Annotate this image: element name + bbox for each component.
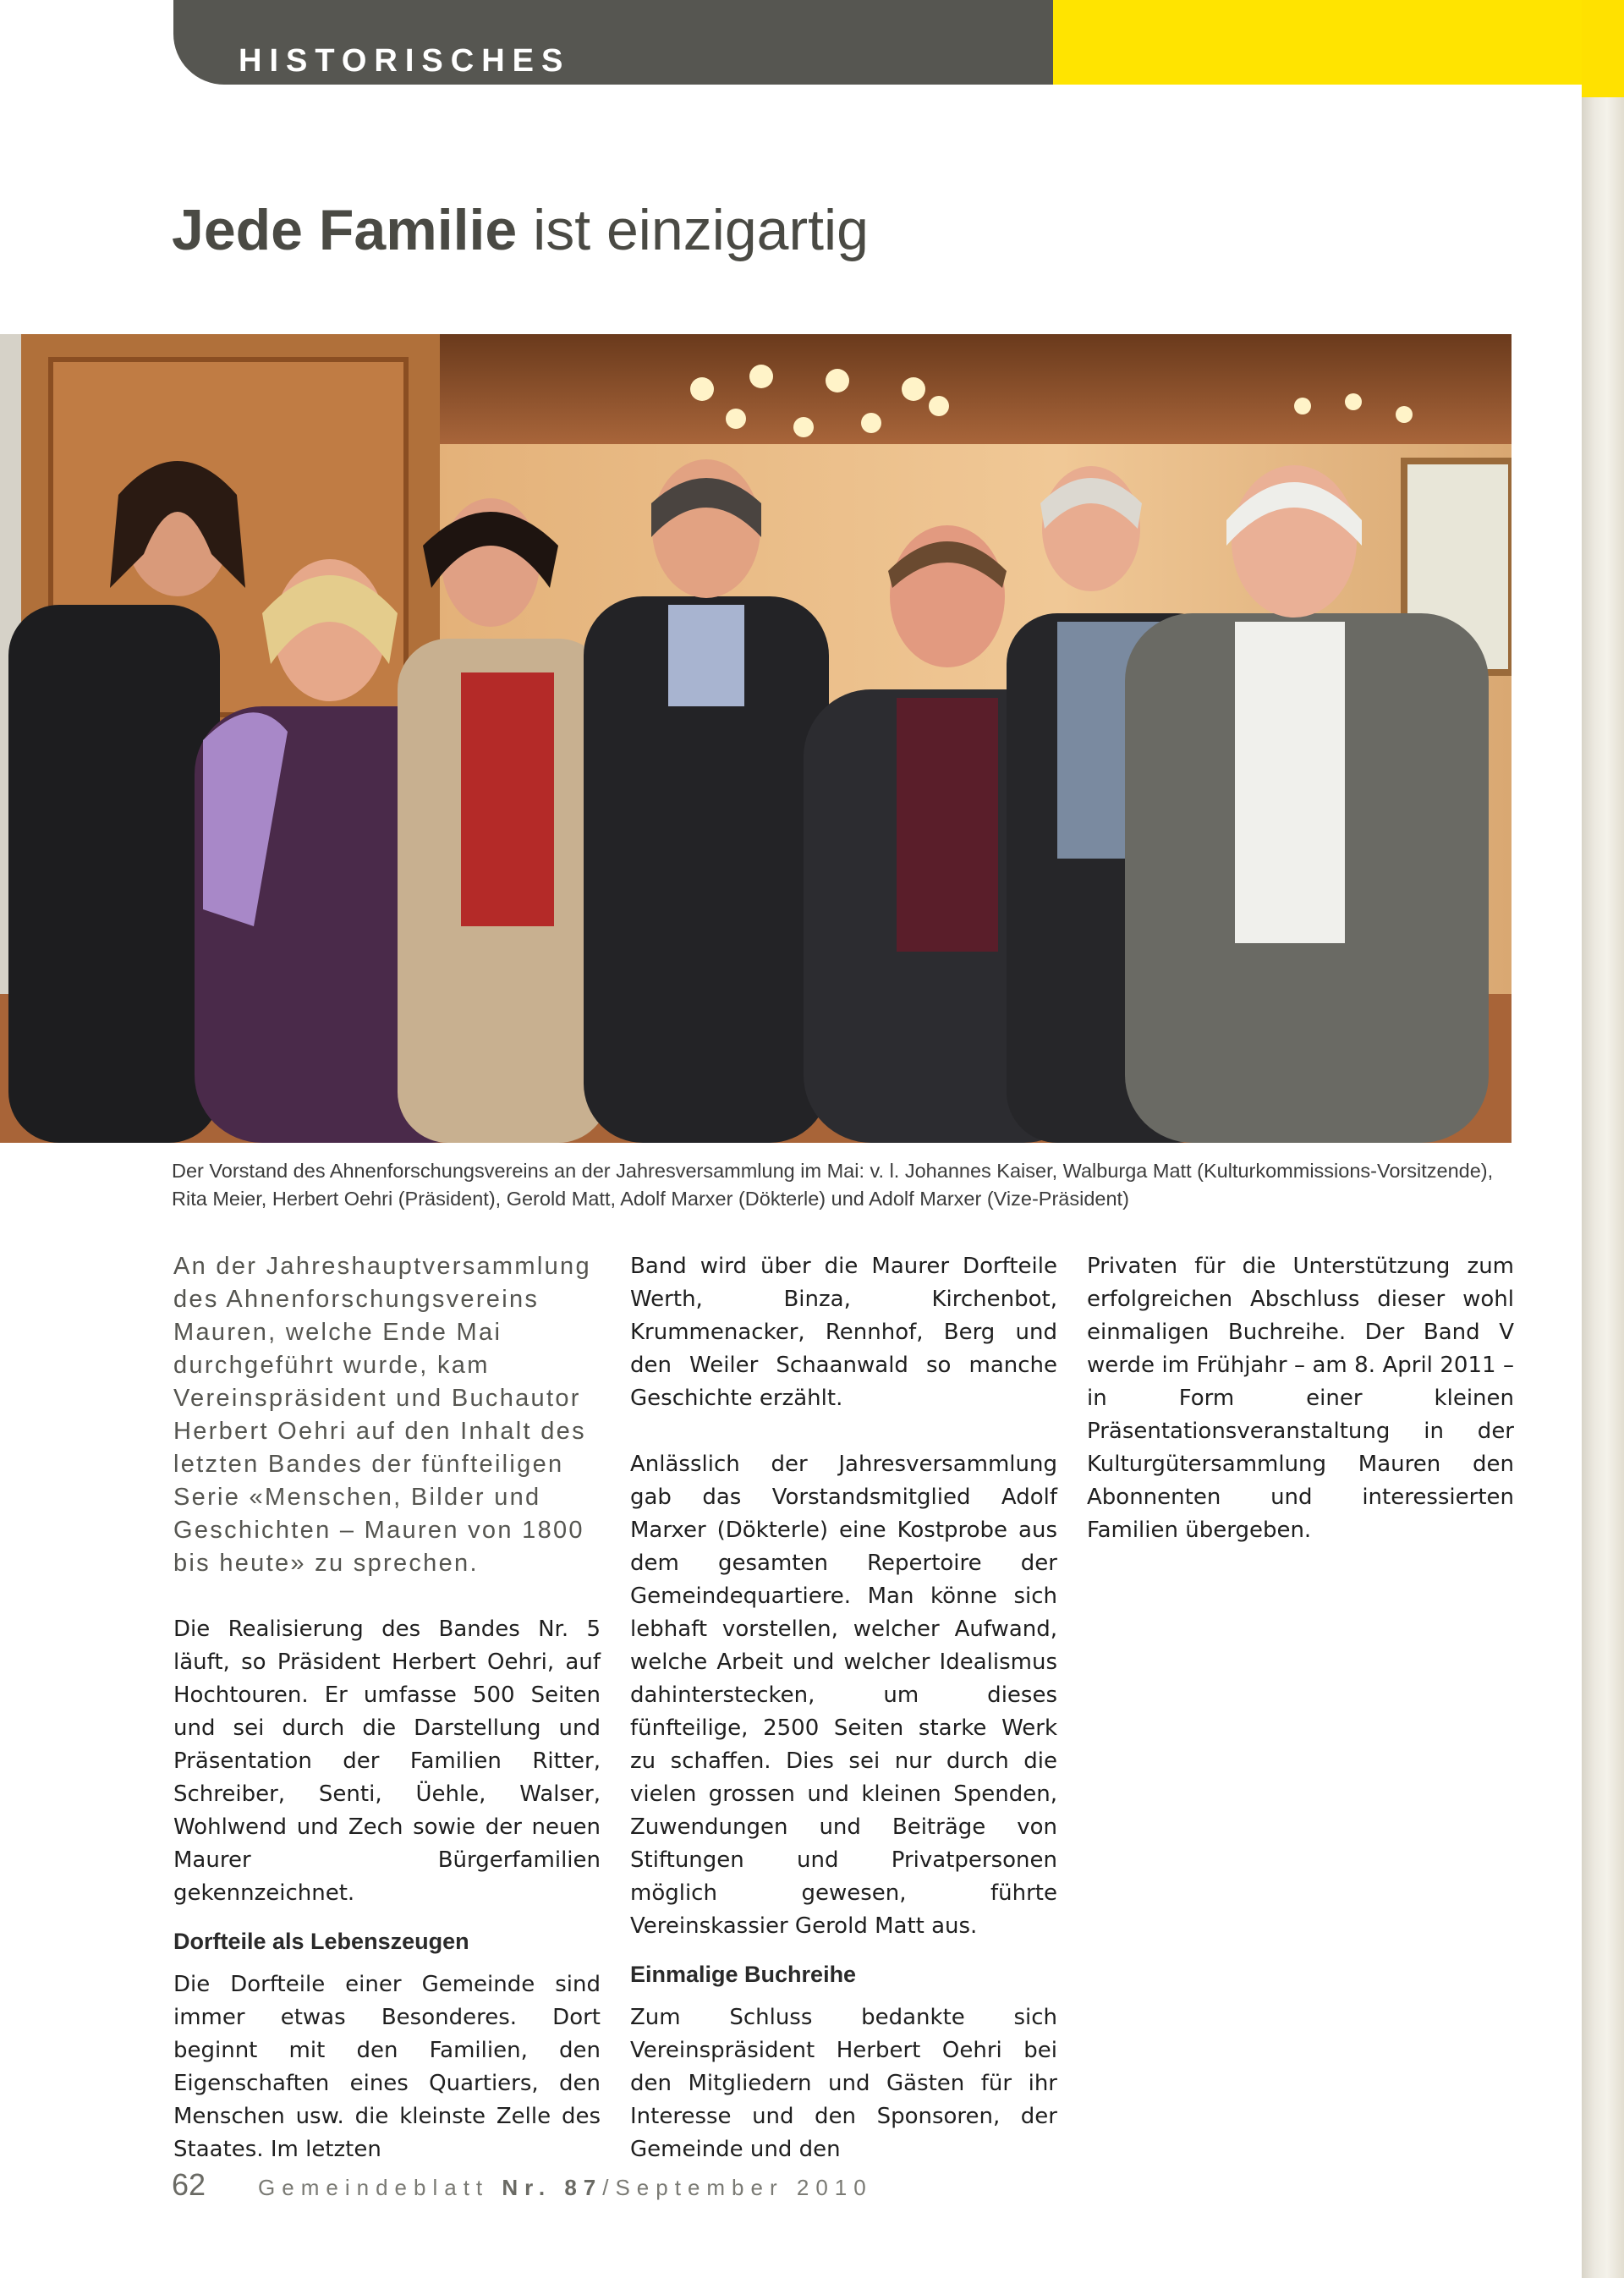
page-edge-accent <box>1582 0 1624 97</box>
article-title-rest: ist einzigartig <box>517 198 869 262</box>
subheading-buchreihe: Einmalige Buchreihe <box>630 1962 857 1987</box>
article-lead: An der Jahreshauptversammlung des Ahnenforschungsvereins Mauren, welche Ende Mai durchgeführt wurde, kam Vereinspräsident und Buchautor Herbert Oehri auf den Inhalt des letzten Bandes der fünfteiligen Serie «Menschen, Bilder und Geschichten – Mauren von 1800 bis heute» zu sprechen. <box>173 1253 591 1577</box>
section-header-accent <box>1053 0 1582 85</box>
paragraph-1: Die Realisierung des Bandes Nr. 5 läuft, so Präsident Herbert Oehri, auf Hochtouren. Er umfasse 500 Seiten und sei durch die Darstellung und Präsentation der Familien Ritter, Schreiber, Senti, Üehle, Walser, Wohlwend und Zech sowie der neuen Maurer Bürgerfamilien gekennzeichnet. <box>173 1617 601 1906</box>
text-column-1 <box>173 1250 601 2199</box>
paragraph-2-continued: Band wird über die Maurer Dorfteile Werth, Binza, Kirchenbot, Krummenacker, Rennhof, Berg und den Weiler Schaanwald so manche Geschichte erzählt. <box>630 1254 1057 1411</box>
issue-number: 87 <box>564 2175 603 2200</box>
subheading-dorfteile: Dorfteile als Lebenszeugen <box>173 1929 469 1954</box>
publication-line <box>258 2175 873 2200</box>
page-number: 62 <box>172 2167 206 2202</box>
paragraph-2: Die Dorfteile einer Gemeinde sind immer etwas Besonderes. Dort beginnt mit den Familien, den Eigenschaften eines Quartiers, den Menschen usw. die kleinste Zelle des Staates. Im letzten <box>173 1972 601 2162</box>
photo-caption: Der Vorstand des Ahnenforschungsvereins an der Jahresversammlung im Mai: v. l. Johannes Kaiser, Walburga Matt (Kulturkommissions-Vorsitzende), Rita Meier, Herbert Oehri (Präsident), Gerold Matt, Adolf Marxer (Dökterle) und Adolf Marxer (Vize-Präsident) <box>172 1160 1494 1210</box>
page-footer <box>172 2167 873 2203</box>
group-photo <box>0 334 1512 1143</box>
paragraph-3: Anlässlich der Jahresversammlung gab das Vorstandsmitglied Adolf Marxer (Dökterle) eine Kostprobe aus dem gesamten Repertoire der Gemeindequartiere. Man könne sich lebhaft vorstellen, welcher Aufwand, welche Arbeit und welcher Idealismus dahinterstecken, um dieses fünfteilige, 2500 Seiten starke Werk zu schaffen. Dies sei nur durch die vielen grossen und kleinen Spenden, Zuwendungen und Beiträge von Stiftungen und Privatpersonen möglich gewesen, führte Vereinskassier Gerold Matt aus. <box>630 1452 1057 1939</box>
text-column-2 <box>630 1250 1057 2199</box>
text-column-3 <box>1087 1250 1514 1580</box>
article-title-bold: Jede Familie <box>172 198 518 262</box>
page-edge <box>1582 0 1624 2278</box>
issue-prefix: Nr. <box>502 2175 552 2200</box>
article-title <box>172 196 869 264</box>
paragraph-4-continued: Privaten für die Unterstützung zum erfolgreichen Abschluss dieser wohl einmaligen Buchreihe. Der Band V werde im Frühjahr – am 8. April 2011 – in Form einer kleinen Präsentationsveranstaltung in der Kulturgütersammlung Mauren den Abonnenten und interessierten Familien übergeben. <box>1087 1254 1514 1543</box>
publication-name: Gemeindeblatt <box>258 2175 490 2200</box>
issue-date: /September 2010 <box>602 2175 873 2200</box>
paragraph-4: Zum Schluss bedankte sich Vereinspräsident Herbert Oehri bei den Mitgliedern und Gästen für ihr Interesse und den Sponsoren, der Gemeinde und den <box>630 2005 1057 2162</box>
section-label: HISTORISCHES <box>239 43 571 79</box>
